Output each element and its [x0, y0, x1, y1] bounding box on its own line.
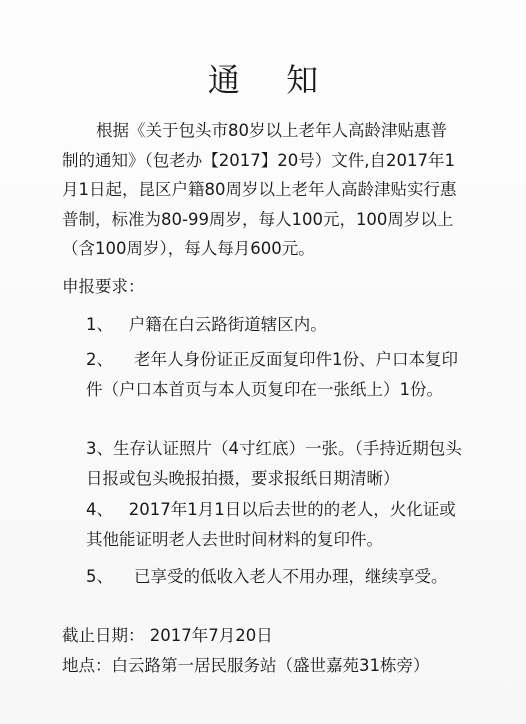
requirement-item — [86, 562, 466, 592]
requirement-number: 4、 — [86, 500, 113, 519]
requirement-number: 3、 — [86, 439, 113, 458]
requirement-item — [86, 310, 466, 340]
requirement-number: 5、 — [86, 567, 113, 586]
location-value: 白云路第一居民服务站（盛世嘉苑31栋旁） — [111, 656, 430, 675]
requirement-number: 1、 — [86, 315, 113, 334]
requirement-item — [86, 495, 466, 554]
requirements-heading: 申报要求： — [62, 277, 145, 296]
requirement-text: 老年人身份证正反面复印件1份、户口本复印件（户口本首页与本人页复印在一张纸上）1份。 — [86, 350, 458, 399]
requirement-item — [86, 345, 466, 404]
deadline-value: 2017年7月20日 — [149, 626, 273, 645]
deadline-label: 截止日期： — [62, 626, 145, 645]
requirement-text: 生存认证照片（4寸红底）一张。（手持近期包头日报或包头晚报拍摄，要求报纸日期清晰） — [86, 439, 462, 488]
requirement-text: 2017年1月1日以后去世的的老人，火化证或其他能证明老人去世时间材料的复印件。 — [86, 500, 456, 549]
location-label: 地点： — [62, 656, 112, 675]
requirement-text: 已享受的低收入老人不用办理，继续享受。 — [133, 567, 448, 586]
deadline-line — [62, 621, 273, 651]
notice-title: 通 知 — [207, 61, 337, 99]
requirement-text: 户籍在白云路街道辖区内。 — [128, 315, 327, 334]
requirement-item — [86, 434, 466, 493]
location-line — [62, 651, 430, 681]
requirement-number: 2、 — [86, 350, 113, 369]
intro-paragraph: 根据《关于包头市80岁以上老年人高龄津贴惠普制的通知》（包老办【2017】20号）文件,自2017年1月1日起，昆区户籍80周岁以上老年人高龄津贴实行惠普制，标准为80-99周岁，每人100元，100周岁以上（含100周岁），每人每月600元。 — [62, 121, 457, 258]
notice-intro — [62, 116, 462, 264]
